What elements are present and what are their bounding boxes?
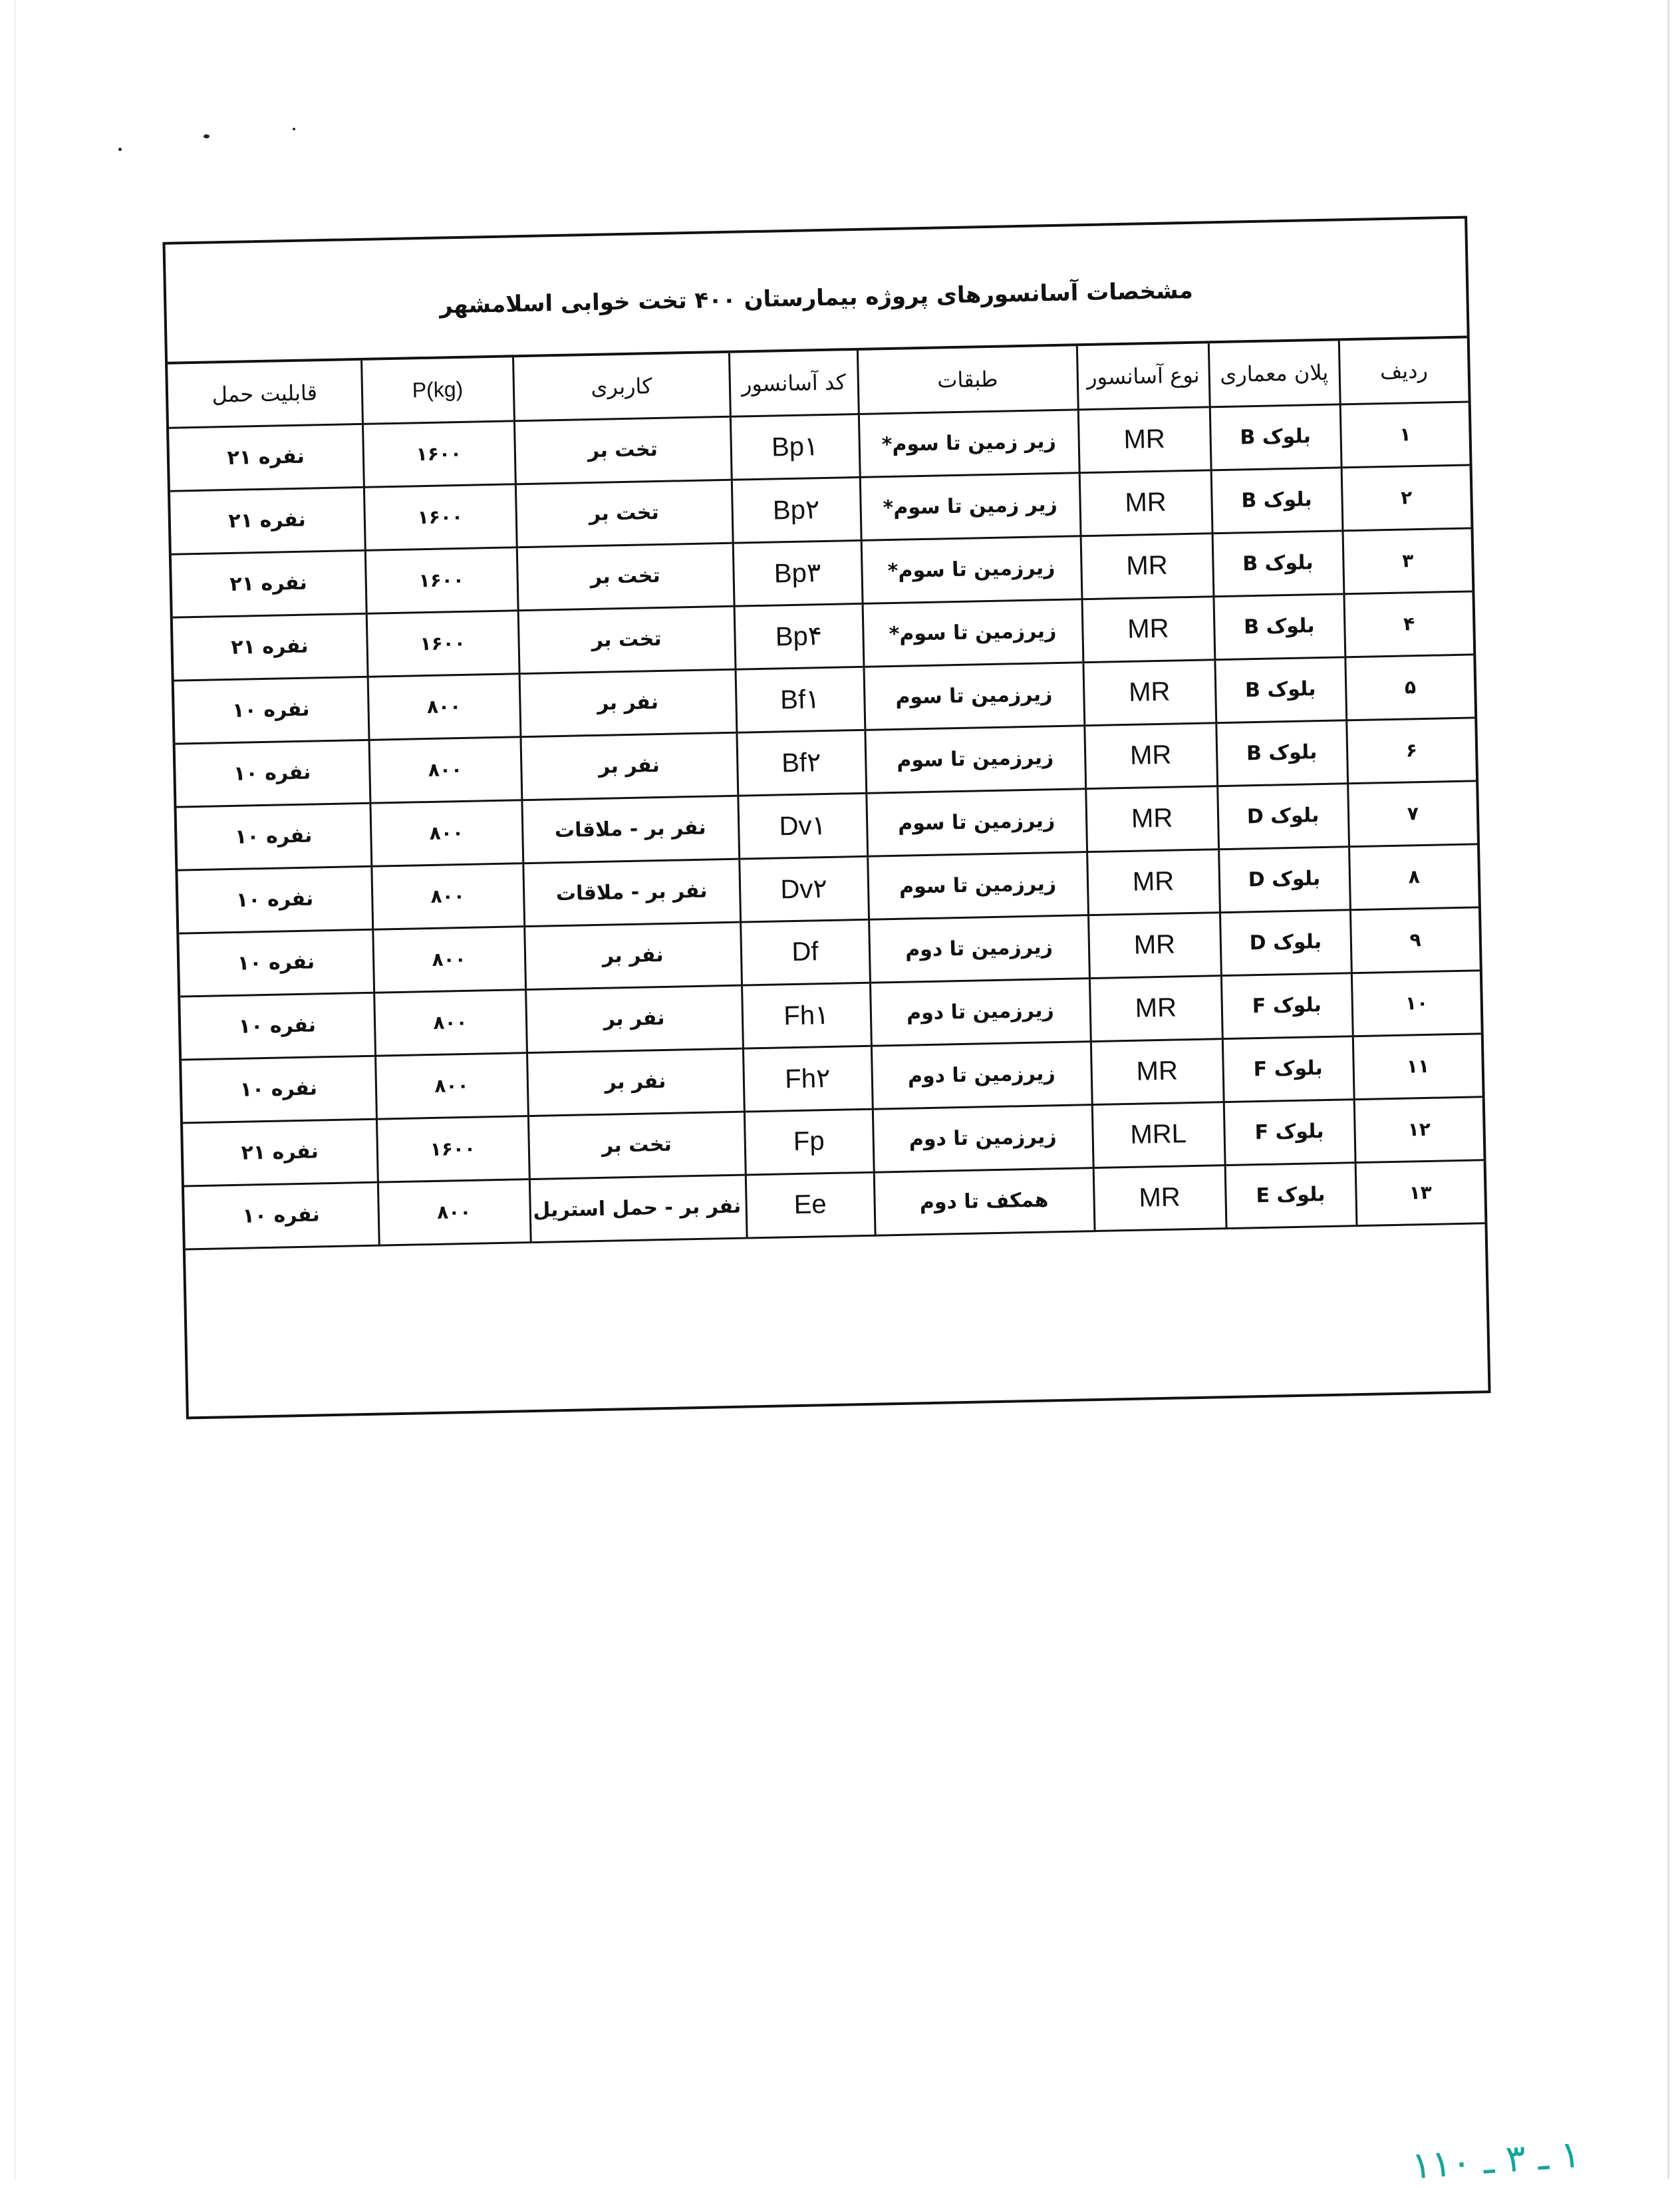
cell-elevator-type: MR (1079, 470, 1212, 536)
cell-floors: زیرزمین تا سوم* (861, 536, 1082, 603)
cell-row-number: ۱۰ (1351, 970, 1481, 1036)
cell-load-kg: ۱۶۰۰ (366, 610, 519, 677)
cell-usage: نفر بر - حمل استریل (529, 1175, 747, 1243)
cell-floors: همکف تا دوم (874, 1168, 1095, 1235)
cell-block: بلوک B (1212, 530, 1344, 596)
cell-elevator-type: MR (1084, 722, 1217, 788)
cell-elevator-code: Fh۱ (742, 983, 871, 1048)
table-empty-footer (186, 1224, 1488, 1403)
cell-floors: زیر زمین تا سوم* (859, 409, 1079, 477)
cell-elevator-code: Fh۲ (743, 1046, 873, 1112)
cell-usage: تخت بر (517, 543, 734, 611)
cell-floors: زیرزمین تا سوم (865, 725, 1085, 793)
cell-block: بلوک B (1210, 404, 1341, 470)
cell-elevator-type: MR (1083, 659, 1216, 725)
cell-elevator-type: MR (1078, 406, 1211, 472)
cell-floors: زیرزمین تا سوم (867, 852, 1088, 919)
cell-elevator-type: MR (1088, 912, 1221, 978)
cell-elevator-type: MR (1091, 1038, 1224, 1104)
cell-row-number: ۸ (1349, 844, 1478, 909)
cell-elevator-code: Bf۱ (735, 667, 865, 732)
cell-elevator-code: Bp۴ (734, 603, 864, 669)
cell-capacity: نفره ۱۰ (184, 1182, 379, 1249)
column-header: نوع آسانسور (1077, 343, 1210, 409)
cell-elevator-code: Bp۱ (730, 414, 860, 480)
cell-floors: زیر زمین تا سوم* (860, 472, 1081, 540)
cell-load-kg: ۸۰۰ (371, 863, 524, 929)
cell-load-kg: ۸۰۰ (378, 1179, 531, 1245)
cell-block: بلوک B (1213, 593, 1345, 659)
elevator-spec-table (168, 339, 1484, 1250)
cell-capacity: نفره ۲۱ (170, 487, 365, 554)
cell-capacity: نفره ۲۱ (172, 550, 366, 617)
cell-block: بلوک F (1224, 1099, 1355, 1165)
page-right-edge (1667, 0, 1669, 2179)
cell-block: بلوک F (1222, 1036, 1354, 1102)
cell-elevator-code: Dv۲ (739, 856, 869, 922)
cell-load-kg: ۸۰۰ (369, 736, 522, 803)
cell-floors: زیرزمین تا دوم (871, 1041, 1092, 1109)
cell-elevator-type: MR (1081, 596, 1214, 662)
scan-speck (293, 128, 295, 130)
cell-load-kg: ۱۶۰۰ (365, 547, 518, 613)
elevator-spec-table-frame (162, 216, 1490, 1419)
cell-load-kg: ۸۰۰ (375, 1052, 528, 1119)
column-header: پلان معماری (1208, 341, 1340, 406)
cell-elevator-code: Bf۲ (736, 730, 866, 796)
cell-load-kg: ۸۰۰ (374, 989, 527, 1056)
cell-usage: تخت بر (515, 480, 733, 547)
cell-elevator-code: Df (740, 919, 870, 985)
cell-row-number: ۴ (1343, 591, 1473, 657)
cell-load-kg: ۱۶۰۰ (362, 420, 515, 487)
column-header: P(kg) (361, 357, 514, 424)
cell-capacity: نفره ۲۱ (169, 424, 364, 491)
cell-block: بلوک B (1214, 657, 1346, 722)
cell-load-kg: ۱۶۰۰ (376, 1116, 529, 1182)
cell-elevator-type: MR (1089, 975, 1222, 1041)
cell-usage: تخت بر (518, 606, 736, 674)
cell-usage: نفر بر (525, 985, 743, 1053)
cell-capacity: نفره ۱۰ (178, 866, 372, 933)
cell-block: بلوک E (1225, 1162, 1357, 1228)
cell-capacity: نفره ۲۱ (173, 613, 368, 681)
cell-capacity: نفره ۱۰ (176, 740, 370, 807)
cell-capacity: نفره ۱۰ (174, 677, 369, 744)
cell-row-number: ۳ (1342, 528, 1472, 593)
cell-block: بلوک B (1211, 467, 1343, 533)
column-header: کاربری (513, 353, 730, 421)
cell-row-number: ۷ (1347, 780, 1477, 846)
cell-floors: زیرزمین تا دوم (870, 978, 1091, 1046)
cell-capacity: نفره ۱۰ (182, 1056, 376, 1123)
column-header: قابلیت حمل (168, 361, 362, 428)
cell-usage: تخت بر (514, 416, 732, 484)
cell-load-kg: ۸۰۰ (372, 926, 525, 993)
cell-usage: تخت بر (528, 1112, 746, 1179)
cell-elevator-type: MRL (1092, 1102, 1225, 1168)
cell-row-number: ۶ (1346, 717, 1476, 783)
cell-usage: نفر بر (527, 1048, 744, 1116)
cell-elevator-code: Fp (744, 1109, 874, 1175)
cell-floors: زیرزمین تا سوم* (863, 599, 1083, 667)
cell-row-number: ۹ (1350, 907, 1480, 973)
cell-elevator-code: Ee (746, 1172, 875, 1238)
cell-elevator-type: MR (1081, 533, 1214, 599)
cell-capacity: نفره ۲۱ (183, 1119, 378, 1186)
cell-block: بلوک D (1218, 846, 1350, 912)
cell-row-number: ۵ (1345, 654, 1474, 720)
cell-elevator-type: MR (1085, 786, 1218, 852)
cell-floors: زیرزمین تا دوم (869, 915, 1089, 983)
cell-elevator-type: MR (1093, 1165, 1226, 1231)
cell-load-kg: ۸۰۰ (368, 673, 521, 740)
page-left-edge (15, 0, 16, 2179)
cell-elevator-code: Bp۳ (733, 540, 863, 606)
cell-load-kg: ۱۶۰۰ (364, 484, 517, 550)
cell-floors: زیرزمین تا سوم (863, 662, 1084, 730)
cell-elevator-type: MR (1087, 849, 1220, 915)
scan-speck (118, 148, 122, 151)
cell-capacity: نفره ۱۰ (179, 929, 374, 997)
cell-block: بلوک B (1216, 720, 1347, 786)
cell-capacity: نفره ۱۰ (176, 803, 371, 870)
column-header: ردیف (1339, 339, 1469, 404)
column-header: کد آسانسور (729, 351, 859, 416)
cell-floors: زیرزمین تا دوم (873, 1104, 1093, 1172)
cell-usage: نفر بر - ملاقات (521, 796, 739, 863)
cell-elevator-code: Dv۱ (738, 793, 867, 859)
cell-elevator-code: Bp۲ (732, 477, 861, 543)
cell-row-number: ۲ (1341, 464, 1471, 530)
cell-row-number: ۱۲ (1354, 1096, 1484, 1162)
cell-row-number: ۱۳ (1355, 1160, 1485, 1225)
cell-row-number: ۱ (1340, 402, 1470, 468)
cell-capacity: نفره ۱۰ (180, 993, 375, 1060)
cell-usage: نفر بر (519, 669, 737, 737)
cell-floors: زیرزمین تا سوم (866, 788, 1087, 856)
column-header: طبقات (857, 346, 1078, 414)
cell-block: بلوک F (1221, 973, 1353, 1038)
cell-block: بلوک D (1217, 783, 1349, 849)
handwritten-note: ۱ ـ ۳ ـ ۱۱۰ (1409, 2133, 1582, 2188)
cell-usage: نفر بر (520, 732, 738, 800)
document-title: مشخصات آسانسورهای پروژه بیمارستان ۴۰۰ تخت خوابی اسلامشهر (166, 219, 1467, 365)
cell-usage: نفر بر - ملاقات (523, 859, 740, 927)
cell-row-number: ۱۱ (1353, 1033, 1482, 1099)
cell-load-kg: ۸۰۰ (370, 800, 523, 866)
cell-block: بلوک D (1220, 909, 1351, 975)
scan-speck (204, 134, 210, 138)
cell-usage: نفر بر (524, 922, 742, 990)
